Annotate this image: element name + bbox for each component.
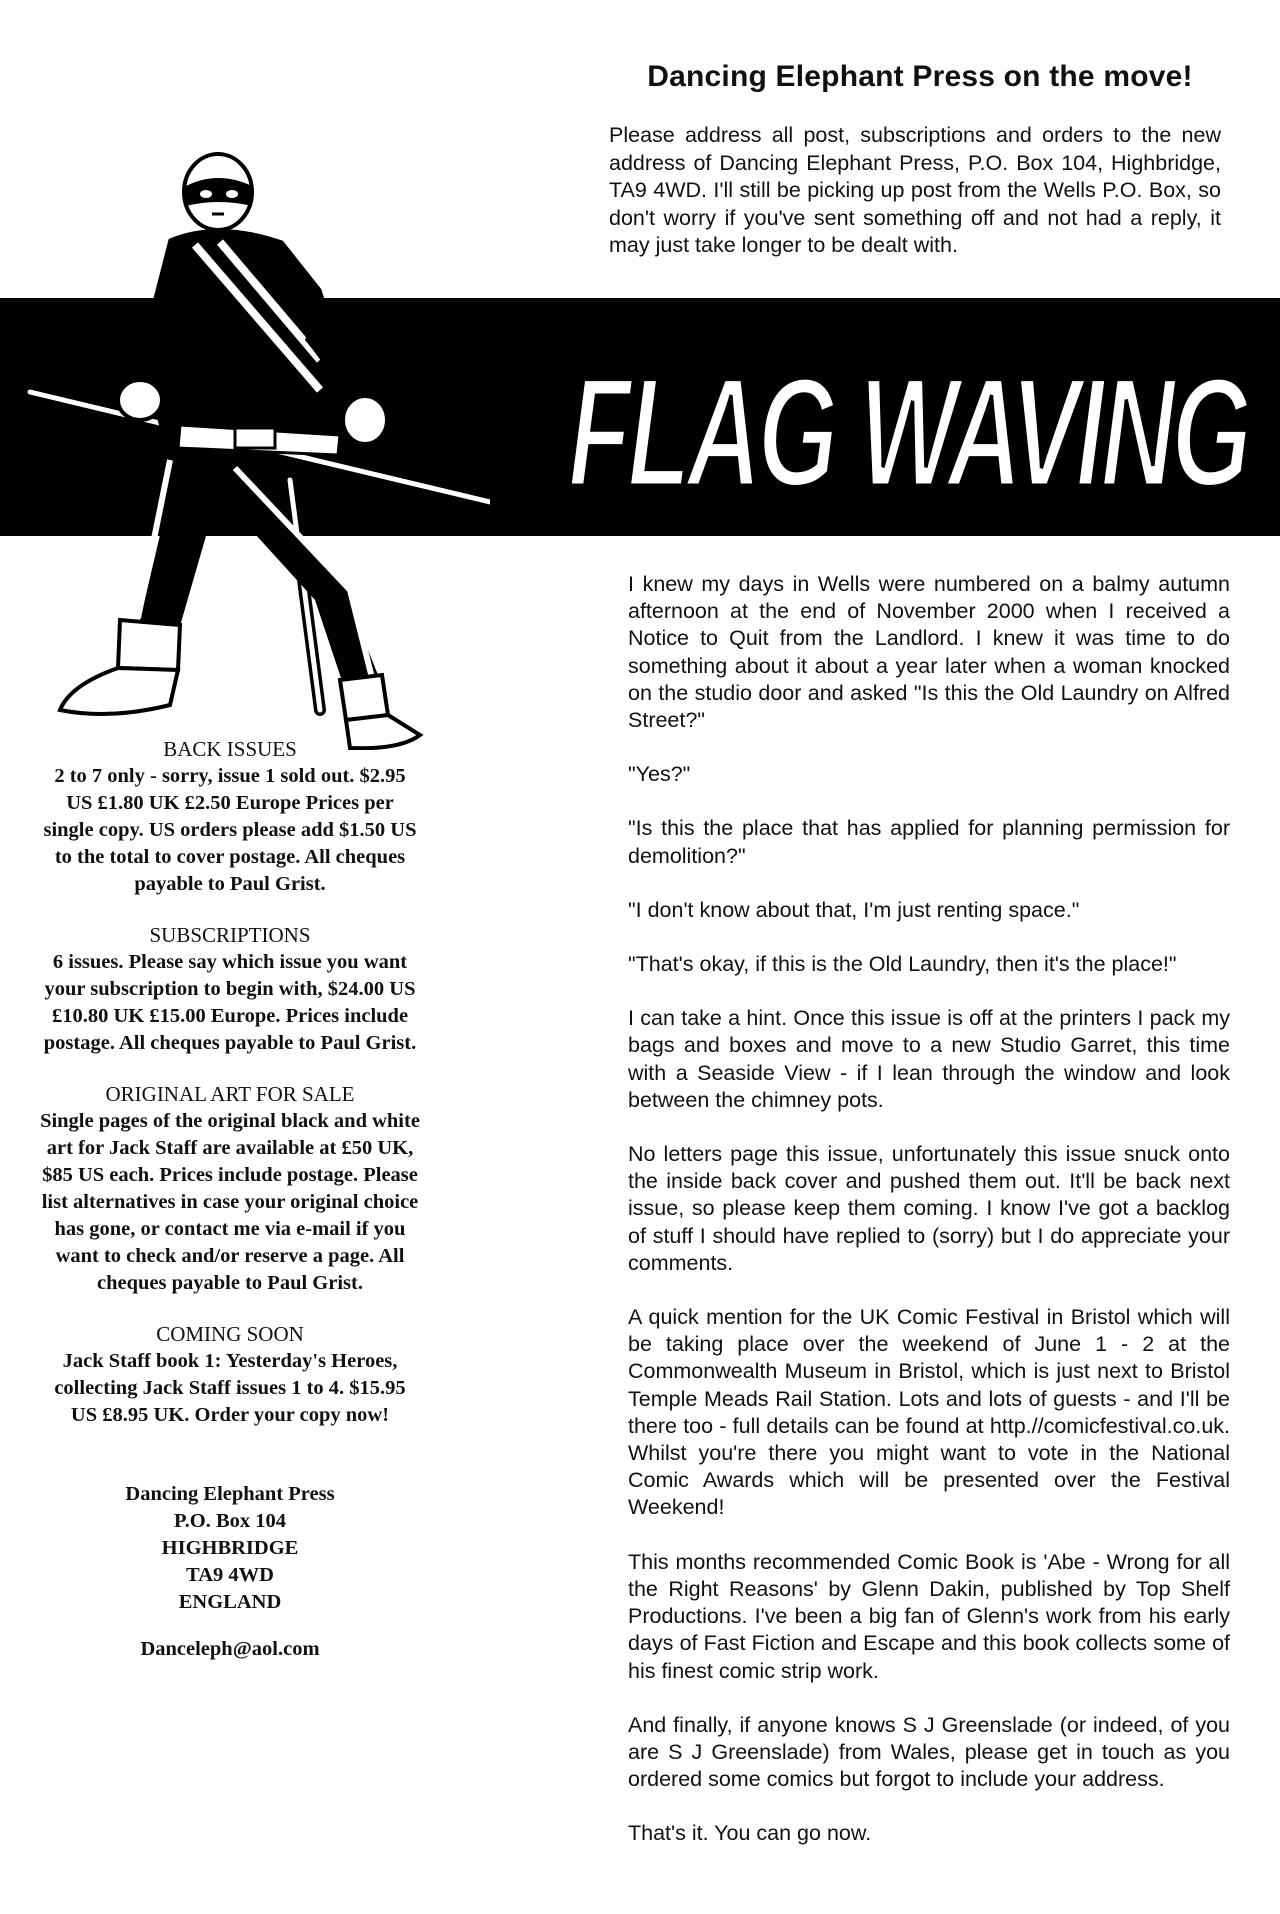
back-issues-body: 2 to 7 only - sorry, issue 1 sold out. $2.95 US £1.80 UK £2.50 Europe Prices per single copy. US orders please add $1.50 US to the total to cover postage. All cheques payable to Paul Grist. (43, 765, 417, 895)
article-paragraph: "Is this the place that has applied for planning permission for demolition?" (628, 816, 1230, 868)
back-issues-section (40, 736, 420, 898)
flag-waving-logo-text: FLAG WAVING (568, 346, 1250, 520)
subscriptions-section (40, 922, 420, 1057)
article-paragraph: I can take a hint. Once this issue is off at the printers I pack my bags and boxes and move to a new Studio Garret, this time with a Seaside View - if I lean through the window and look between the chimney pots. (628, 1006, 1230, 1112)
address-line-3: HIGHBRIDGE (161, 1537, 299, 1559)
back-issues-heading: BACK ISSUES (163, 737, 297, 761)
coming-soon-section (40, 1321, 420, 1429)
original-art-section (40, 1081, 420, 1297)
article-paragraph: This months recommended Comic Book is 'Abe - Wrong for all the Right Reasons' by Glenn Dakin, published by Top Shelf Productions. I've been a big fan of Glenn's work from his early days of Fast Fiction and Escape and this book collects some of his finest comic strip work. (628, 1549, 1230, 1683)
article-body (628, 571, 1230, 1875)
article-paragraph: A quick mention for the UK Comic Festival in Bristol which will be taking place over the weekend of June 1 - 2 at the Commonwealth Museum in Bristol, which is just next to Bristol Temple Meads Rail Station. Lots and lots of guests - and I'll be there too - full details can be found at http.//comicfestival.co.uk. Whilst you're there you might want to vote in the National Comic Awards which will be presented over the Festival Weekend! (628, 1305, 1230, 1520)
article-paragraph: "That's okay, if this is the Old Laundry, then it's the place!" (628, 952, 1177, 977)
page-headline: Dancing Elephant Press on the move! (647, 60, 1193, 93)
address-line-2: P.O. Box 104 (173, 1510, 286, 1532)
address-line-4: TA9 4WD (186, 1564, 274, 1586)
subscriptions-heading: SUBSCRIPTIONS (149, 923, 311, 947)
contact-address (40, 1481, 420, 1663)
article-paragraph: "Yes?" (628, 762, 691, 787)
article-paragraph: And finally, if anyone knows S J Greenslade (or indeed, of you are S J Greenslade) from Wales, please get in touch as you ordered some comics but forgot to include your address. (628, 1712, 1230, 1792)
coming-soon-heading: COMING SOON (156, 1322, 304, 1346)
sidebar-info (40, 736, 420, 1663)
original-art-heading: ORIGINAL ART FOR SALE (105, 1082, 355, 1106)
contact-email: Danceleph@aol.com (140, 1638, 320, 1660)
address-line-1: Dancing Elephant Press (125, 1483, 335, 1505)
article-paragraph: No letters page this issue, unfortunately this issue snuck onto the inside back cover and pushed them out. It'll be back next issue, so please keep them coming. I know I've got a backlog of stuff I should have replied to (sorry) but I do appreciate your comments. (628, 1142, 1230, 1275)
intro-paragraph: Please address all post, subscriptions and orders to the new address of Dancing Elephant Press, P.O. Box 104, Highbridge, TA9 4WD. I'll still be picking up post from the Wells P.O. Box, so don't worry if you've sent something off and not had a reply, it may just take longer to be dealt with. (609, 123, 1221, 257)
original-art-body: Single pages of the original black and white art for Jack Staff are available at £50 UK, $85 US each. Prices include postage. Please list alternatives in case your original choice has gone, or contact me via e-mail if you want to check and/or reserve a page. All cheques payable to Paul Grist. (40, 1110, 420, 1294)
article-paragraph: That's it. You can go now. (628, 1821, 872, 1846)
subscriptions-body: 6 issues. Please say which issue you want your subscription to begin with, $24.00 US £10.80 UK £15.00 Europe. Prices include postage. All cheques payable to Paul Grist. (43, 951, 417, 1054)
article-paragraph: "I don't know about that, I'm just renting space." (628, 897, 1080, 922)
hero-illustration (20, 150, 490, 750)
flag-waving-logo (560, 318, 1260, 540)
hero-body (60, 154, 420, 748)
article-paragraph: I knew my days in Wells were numbered on a balmy autumn afternoon at the end of November 2000 when I received a Notice to Quit from the Landlord. I knew it was time to do something about it about a year later when a woman knocked on the studio door and asked "Is this the Old Laundry on Alfred Street?" (628, 572, 1230, 733)
address-line-5: ENGLAND (178, 1591, 282, 1613)
coming-soon-body: Jack Staff book 1: Yesterday's Heroes, collecting Jack Staff issues 1 to 4. $15.95 US £8.95 UK. Order your copy now! (54, 1350, 406, 1426)
